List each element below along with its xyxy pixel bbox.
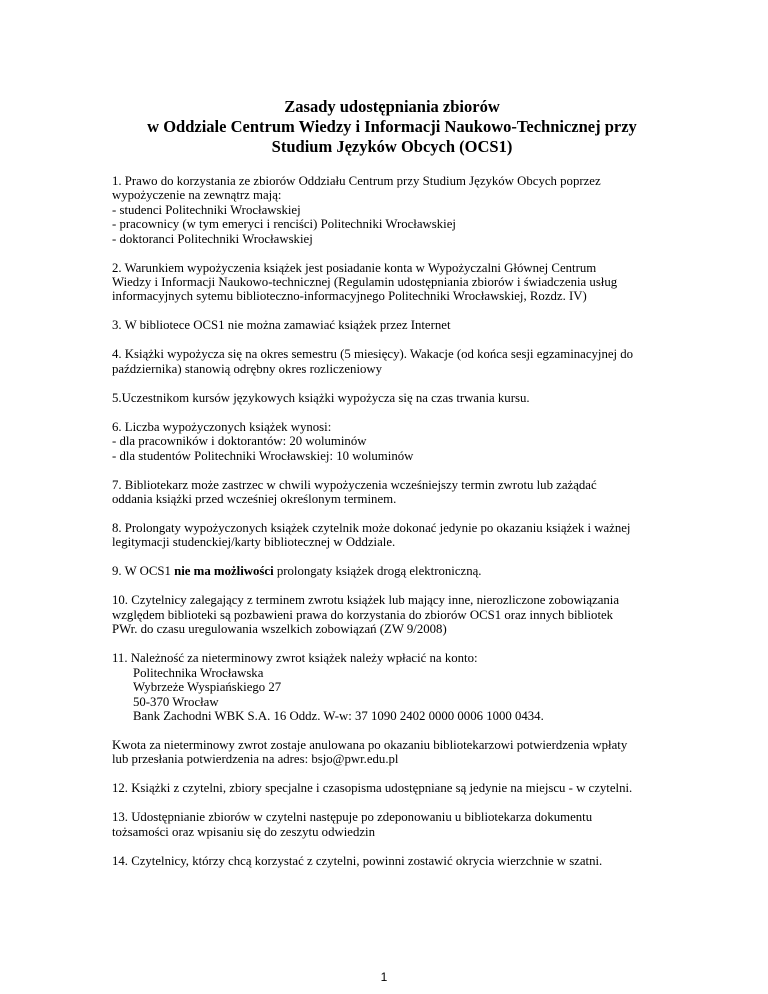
rule-10-line-2: względem biblioteki są pozbawieni prawa do korzystania do zbiorów OCS1 oraz innych bibliotek (112, 607, 614, 622)
rule-6-item: - dla studentów Politechniki Wrocławskiej: 10 woluminów (112, 448, 414, 463)
page-number: 1 (380, 970, 388, 984)
rule-4 (112, 347, 672, 376)
rule-8-line-1: 8. Prolongaty wypożyczonych książek czytelnik może dokonać jedynie po okazaniu książek i ważnej (112, 521, 631, 536)
title-line-3: Studium Języków Obcych (OCS1) (271, 137, 513, 156)
rule-10-line-1: 10. Czytelnicy zalegający z terminem zwrotu książek lub mający inne, nierozliczone zobowiązania (112, 593, 620, 608)
rule-1-line-2: wypożyczenie na zewnątrz mają: (112, 188, 282, 203)
fee-cancellation-note (112, 738, 672, 767)
rule-1-line-1: 1. Prawo do korzystania ze zbiorów Oddziału Centrum przy Studium Języków Obcych poprzez (112, 174, 601, 188)
rule-10 (112, 593, 672, 636)
bank-account-line: Bank Zachodni WBK S.A. 16 Oddz. W-w: 37 1090 2402 0000 0006 1000 0434. (133, 708, 544, 723)
rule-3 (112, 318, 672, 332)
rule-3-line-1: 3. W bibliotece OCS1 nie można zamawiać książek przez Internet (112, 318, 451, 333)
rule-9-pre: 9. W OCS1 (112, 564, 175, 579)
fee-note-line-2: lub przesłania potwierdzenia na adres: bsjo@pwr.edu.pl (112, 752, 399, 767)
address-line: Politechnika Wrocławska (133, 665, 264, 680)
rule-2-line-1: 2. Warunkiem wypożyczenia książek jest posiadanie konta w Wypożyczalni Głównej Centrum (112, 260, 597, 275)
rule-6-line-1: 6. Liczba wypożyczonych książek wynosi: (112, 419, 332, 434)
rule-4-line-1: 4. Książki wypożycza się na okres semestru (5 miesięcy). Wakacje (od końca sesji egzaminacyjnej do (112, 347, 634, 362)
rule-9-line-1 (112, 564, 672, 578)
rule-14-line-1: 14. Czytelnicy, którzy chcą korzystać z czytelni, powinni zostawić okrycia wierzchnie w szatni. (112, 853, 603, 868)
rule-12 (112, 781, 672, 795)
rule-5 (112, 391, 672, 405)
rule-1 (112, 174, 672, 246)
bank-address (112, 666, 672, 724)
address-line: 50-370 Wrocław (133, 694, 219, 709)
rule-1-item: - pracownicy (w tym emeryci i renciści) Politechniki Wrocławskiej (112, 217, 456, 232)
rule-13-line-1: 13. Udostępnianie zbiorów w czytelni następuje po zdeponowaniu u bibliotekarza dokumentu (112, 810, 593, 825)
document-page (112, 97, 672, 883)
rule-10-line-3: PWr. do czasu uregulowania wszelkich zobowiązań (ZW 9/2008) (112, 622, 447, 637)
rule-12-line-1: 12. Książki z czytelni, zbiory specjalne i czasopisma udostępniane są jedynie na miejscu - w czytelni. (112, 781, 633, 796)
rule-8-line-2: legitymacji studenckiej/karty bibliotecznej w Oddziale. (112, 535, 396, 550)
fee-note-line-1: Kwota za nieterminowy zwrot zostaje anulowana po okazaniu bibliotekarzowi potwierdzenia wpłaty (112, 737, 628, 752)
rule-6 (112, 420, 672, 463)
rule-14 (112, 854, 672, 868)
rule-7 (112, 478, 672, 507)
rule-8 (112, 521, 672, 550)
rule-4-line-2: października) stanowią odrębny okres rozliczeniowy (112, 361, 383, 376)
rule-13 (112, 810, 672, 839)
rule-2-line-3: informacyjnych sytemu biblioteczno-informacyjnego Politechniki Wrocławskiej, Rozdz. IV) (112, 289, 587, 304)
rule-7-line-1: 7. Bibliotekarz może zastrzec w chwili wypożyczenia wcześniejszy termin zwrotu lub zażądać (112, 477, 597, 492)
rule-2-line-2: Wiedzy i Informacji Naukowo-technicznej (Regulamin udostępniania zbiorów i świadczenia usług (112, 275, 618, 290)
rule-7-line-2: oddania książki przed wcześniej określonym terminem. (112, 492, 397, 507)
address-line: Wybrzeże Wyspiańskiego 27 (133, 680, 282, 695)
rule-1-item: - doktoranci Politechniki Wrocławskiej (112, 231, 313, 246)
rule-5-line-1: 5.Uczestnikom kursów językowych książki wypożycza się na czas trwania kursu. (112, 390, 530, 405)
rule-9-post: prolongaty książek drogą elektroniczną. (273, 564, 482, 579)
rule-11 (112, 651, 672, 723)
title-line-2: w Oddziale Centrum Wiedzy i Informacji Naukowo-Technicznej przy (147, 117, 637, 136)
rule-2 (112, 261, 672, 304)
rule-9 (112, 564, 672, 578)
rule-6-item: - dla pracowników i doktorantów: 20 woluminów (112, 434, 367, 449)
title-line-1: Zasady udostępniania zbiorów (284, 97, 500, 116)
rule-11-line-1: 11. Należność za nieterminowy zwrot książek należy wpłacić na konto: (112, 651, 478, 666)
rule-9-emphasis: nie ma możliwości (174, 564, 274, 579)
rule-13-line-2: tożsamości oraz wpisaniu się do zeszytu odwiedzin (112, 824, 375, 839)
rule-1-item: - studenci Politechniki Wrocławskiej (112, 202, 301, 217)
document-title (112, 97, 672, 157)
